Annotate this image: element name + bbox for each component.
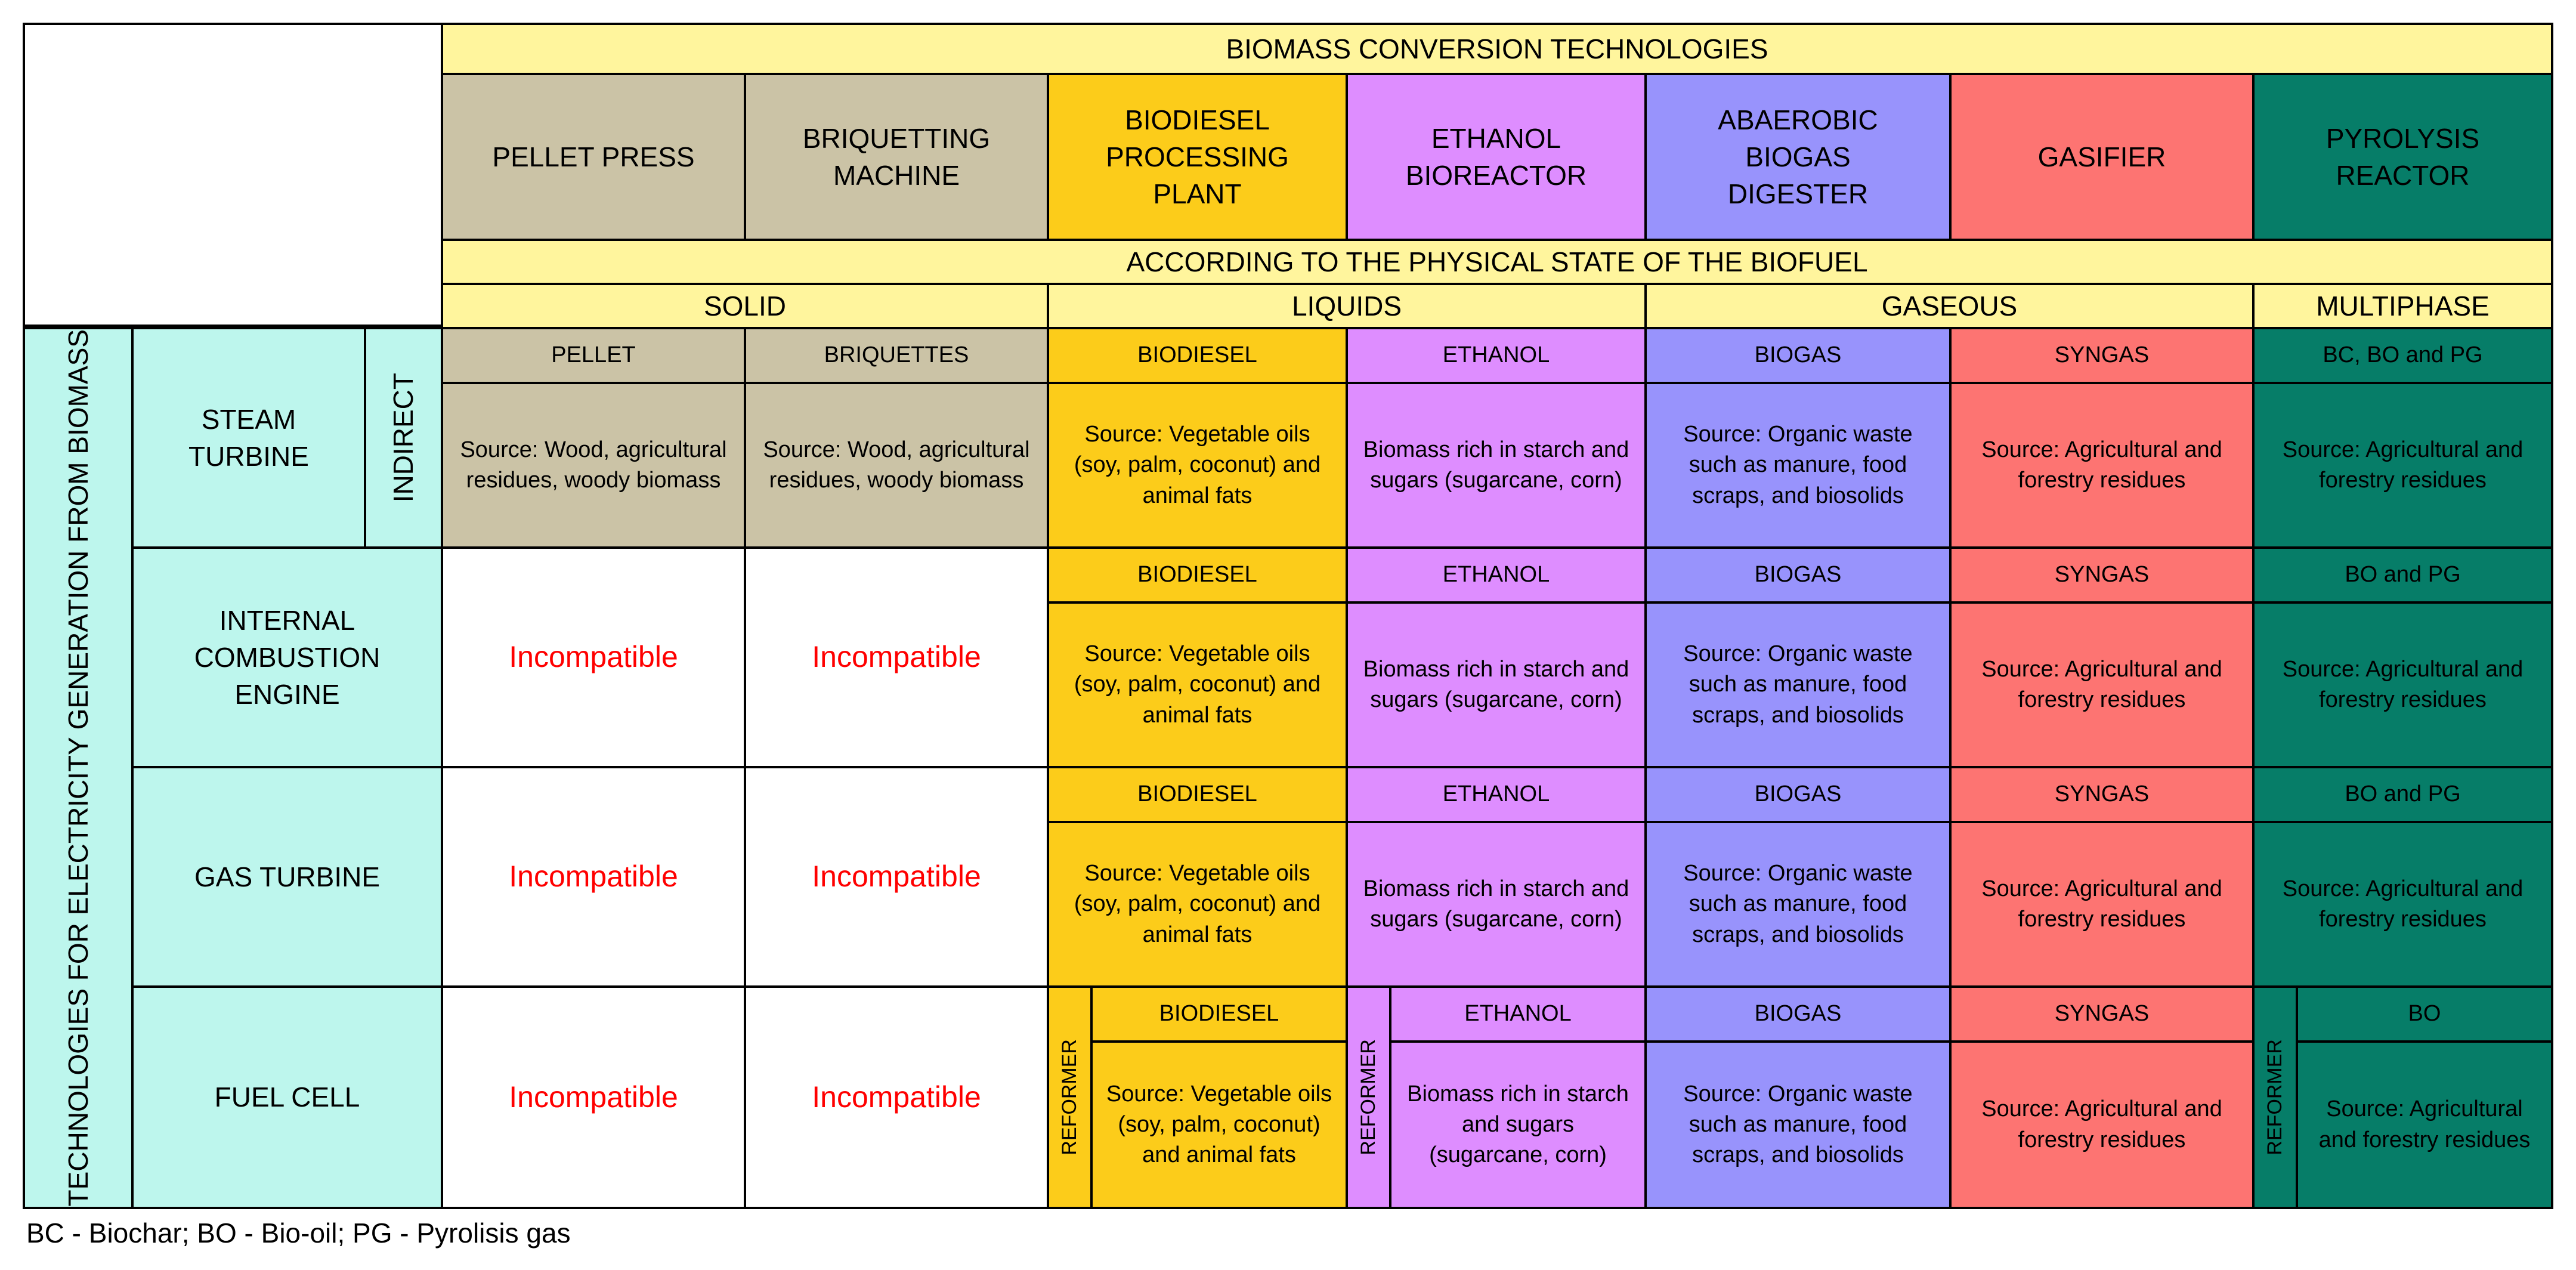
incompatible-pellet-ice: Incompatible [441, 546, 746, 768]
fuel-biogas: BIOGAS [1644, 985, 1952, 1043]
source-ethanol: Biomass rich in starch and sugars (sugarcane, corn) [1346, 821, 1647, 988]
tech-biodiesel-plant: BIODIESEL PROCESSING PLANT [1047, 73, 1348, 241]
physical-state-header: ACCORDING TO THE PHYSICAL STATE OF THE BIOFUEL [441, 239, 2553, 285]
source-syngas: Source: Agricultural and forestry residues [1949, 1040, 2255, 1209]
fuel-multiphase: BO [2296, 985, 2553, 1043]
incompatible-briquettes-gas-turbine: Incompatible [744, 766, 1049, 988]
fuel-biogas: BIOGAS [1644, 766, 1952, 823]
source-ethanol: Biomass rich in starch and sugars (sugarcane, corn) [1346, 382, 1647, 549]
tech-briquetting-machine: BRIQUETTING MACHINE [744, 73, 1049, 241]
table-title: BIOMASS CONVERSION TECHNOLOGIES [441, 23, 2553, 75]
fuel-syngas: SYNGAS [1949, 766, 2255, 823]
source-ethanol: Biomass rich in starch and sugars (sugarcane, corn) [1389, 1040, 1647, 1209]
source-multiphase: Source: Agricultural and forestry residues [2252, 601, 2553, 768]
source-multiphase: Source: Agricultural and forestry residues [2296, 1040, 2553, 1209]
fuel-biogas: BIOGAS [1644, 546, 1952, 604]
source-ethanol: Biomass rich in starch and sugars (sugarcane, corn) [1346, 601, 1647, 768]
source-biogas: Source: Organic waste such as manure, food scraps, and biosolids [1644, 821, 1952, 988]
row-steam-turbine: STEAM TURBINE [131, 327, 366, 549]
reformer-label: REFORMER [2263, 1039, 2286, 1155]
fuel-multiphase: BC, BO and PG [2252, 327, 2553, 384]
incompatible-briquettes-fuel-cell: Incompatible [744, 985, 1049, 1209]
row-internal-combustion-engine: INTERNAL COMBUSTION ENGINE [131, 546, 443, 768]
fuel-biogas: BIOGAS [1644, 327, 1952, 384]
fuel-biodiesel: BIODIESEL [1090, 985, 1348, 1043]
fuel-multiphase: BO and PG [2252, 766, 2553, 823]
fuel-ethanol: ETHANOL [1389, 985, 1647, 1043]
source-biodiesel: Source: Vegetable oils (soy, palm, coconut) and animal fats [1047, 601, 1348, 768]
fuel-ethanol: ETHANOL [1346, 327, 1647, 384]
source-biogas: Source: Organic waste such as manure, food scraps, and biosolids [1644, 601, 1952, 768]
state-multiphase: MULTIPHASE [2252, 283, 2553, 329]
incompatible-pellet-gas-turbine: Incompatible [441, 766, 746, 988]
fuel-ethanol: ETHANOL [1346, 766, 1647, 823]
tech-pellet-press: PELLET PRESS [441, 73, 746, 241]
source-syngas: Source: Agricultural and forestry residues [1949, 601, 2255, 768]
reformer-label: REFORMER [1057, 1039, 1081, 1155]
source-biodiesel: Source: Vegetable oils (soy, palm, coconut) and animal fats [1090, 1040, 1348, 1209]
tech-gasifier: GASIFIER [1949, 73, 2255, 241]
source-pellet: Source: Wood, agricultural residues, woody biomass [441, 382, 746, 549]
tech-ethanol-bioreactor: ETHANOL BIOREACTOR [1346, 73, 1647, 241]
reformer-multiphase [2252, 985, 2298, 1209]
fuel-briquettes: BRIQUETTES [744, 327, 1049, 384]
fuel-syngas: SYNGAS [1949, 985, 2255, 1043]
indirect-label: INDIRECT [388, 373, 419, 503]
fuel-pellet: PELLET [441, 327, 746, 384]
state-gaseous: GASEOUS [1644, 283, 2255, 329]
corner-blank [23, 23, 443, 327]
fuel-syngas: SYNGAS [1949, 546, 2255, 604]
tech-pyrolysis-reactor: PYROLYSIS REACTOR [2252, 73, 2553, 241]
reformer-biodiesel [1047, 985, 1093, 1209]
fuel-biodiesel: BIODIESEL [1047, 546, 1348, 604]
source-multiphase: Source: Agricultural and forestry residues [2252, 382, 2553, 549]
row-gas-turbine: GAS TURBINE [131, 766, 443, 988]
footnote: BC - Biochar; BO - Bio-oil; PG - Pyrolisis gas [26, 1218, 571, 1249]
indirect-cell [364, 327, 443, 549]
source-biodiesel: Source: Vegetable oils (soy, palm, coconut) and animal fats [1047, 821, 1348, 988]
fuel-biodiesel: BIODIESEL [1047, 327, 1348, 384]
source-syngas: Source: Agricultural and forestry residues [1949, 821, 2255, 988]
reformer-label: REFORMER [1356, 1039, 1380, 1155]
fuel-biodiesel: BIODIESEL [1047, 766, 1348, 823]
source-biogas: Source: Organic waste such as manure, food scraps, and biosolids [1644, 1040, 1952, 1209]
source-multiphase: Source: Agricultural and forestry residues [2252, 821, 2553, 988]
generation-header-label: TECHNOLOGIES FOR ELECTRICITY GENERATION FROM BIOMASS [62, 329, 94, 1207]
source-biodiesel: Source: Vegetable oils (soy, palm, coconut) and animal fats [1047, 382, 1348, 549]
generation-header [23, 327, 134, 1209]
source-syngas: Source: Agricultural and forestry residues [1949, 382, 2255, 549]
incompatible-briquettes-ice: Incompatible [744, 546, 1049, 768]
state-solid: SOLID [441, 283, 1049, 329]
source-briquettes: Source: Wood, agricultural residues, woody biomass [744, 382, 1049, 549]
incompatible-pellet-fuel-cell: Incompatible [441, 985, 746, 1209]
fuel-ethanol: ETHANOL [1346, 546, 1647, 604]
source-biogas: Source: Organic waste such as manure, food scraps, and biosolids [1644, 382, 1952, 549]
tech-biogas-digester: ABAEROBIC BIOGAS DIGESTER [1644, 73, 1952, 241]
row-fuel-cell: FUEL CELL [131, 985, 443, 1209]
reformer-ethanol [1346, 985, 1391, 1209]
fuel-syngas: SYNGAS [1949, 327, 2255, 384]
state-liquids: LIQUIDS [1047, 283, 1647, 329]
fuel-multiphase: BO and PG [2252, 546, 2553, 604]
